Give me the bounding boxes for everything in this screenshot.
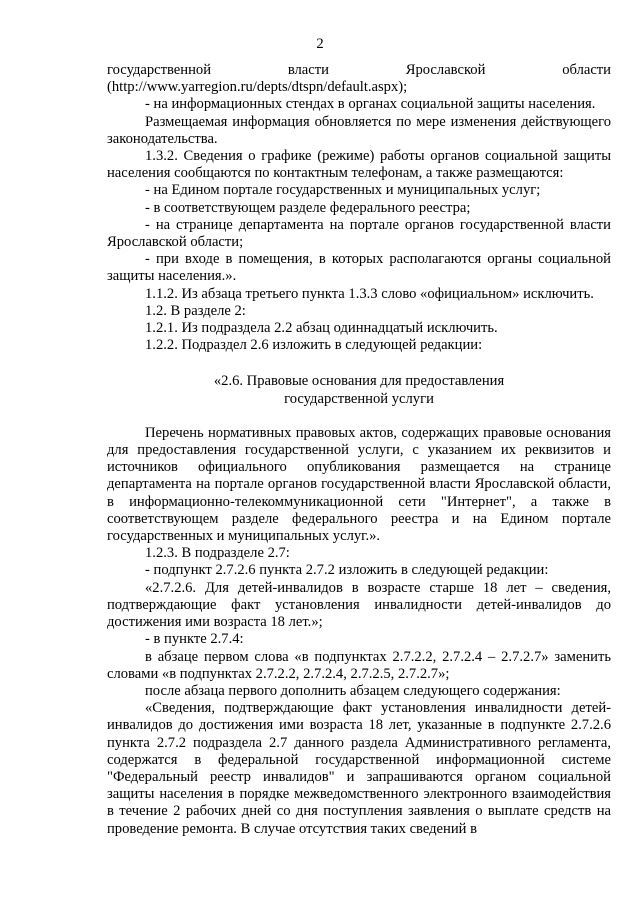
paragraph: 1.2. В разделе 2: <box>145 302 246 319</box>
paragraph: Размещаемая информация обновляется по мере изменения действующего законодательства. <box>107 113 611 147</box>
paragraph: государственной власти Ярославской области (http://www.yarregion.ru/depts/dtspn/default.aspx); <box>107 62 611 96</box>
document-body <box>107 62 611 838</box>
paragraph: - при входе в помещения, в которых располагаются органы социальной защиты населения.». <box>107 251 611 285</box>
paragraph: «2.7.2.6. Для детей-инвалидов в возрасте старше 18 лет – сведения, подтверждающие факт установления инвалидности детей-инвалидов до достижения ими возраста 18 лет.»; <box>107 579 611 631</box>
paragraph: 1.2.1. Из подраздела 2.2 абзац одиннадцатый исключить. <box>145 320 498 337</box>
paragraph: - на Едином портале государственных и муниципальных услуг; <box>145 182 541 199</box>
section-heading <box>107 373 611 407</box>
page-number: 2 <box>316 36 324 52</box>
spacer <box>107 408 611 425</box>
paragraph: - подпункт 2.7.2.6 пункта 2.7.2 изложить в следующей редакции: <box>145 562 549 579</box>
paragraph: Перечень нормативных правовых актов, содержащих правовые основания для предоставления государственной услуги, с указанием их реквизитов и источников официального опубликования размещается на странице департамента на портале органов государственной власти Ярославской области, в информационно-телекоммуникационной сети "Интернет", а также в соответствующем разделе федерального реестра и на Едином портале государственных и муниципальных услуг.». <box>107 424 611 545</box>
paragraph: - в пункте 2.7.4: <box>145 631 244 648</box>
paragraph: - на странице департамента на портале органов государственной власти Ярославской области; <box>107 216 611 251</box>
paragraph: после абзаца первого дополнить абзацем следующего содержания: <box>145 682 561 699</box>
paragraph: в абзаце первом слова «в подпунктах 2.7.2.2, 2.7.2.4 – 2.7.2.7» заменить словами «в подпунктах 2.7.2.2, 2.7.2.4, 2.7.2.5, 2.7.2.7»; <box>107 648 611 682</box>
paragraph: - в соответствующем разделе федерального реестра; <box>145 199 471 216</box>
paragraph: «Сведения, подтверждающие факт установления инвалидности детей-инвалидов до достижения ими возраста 18 лет, указанные в подпункте 2.7.2.6 пункта 2.7.2 подраздела 2.7 данного раздела Административного регламента, содержатся в федеральной государственной информационной системе "Федеральный реестр инвалидов" и запрашиваются органом социальной защиты населения в порядке межведомственного электронного взаимодействия в течение 2 рабочих дней со дня поступления заявления о выплате средств на проведение ремонта. В случае отсутствия таких сведений в <box>107 700 611 837</box>
paragraph: - на информационных стендах в органах социальной защиты населения. <box>145 96 596 113</box>
paragraph: 1.2.3. В подразделе 2.7: <box>145 545 290 562</box>
section-heading-text: «2.6. Правовые основания для предоставления государственной услуги <box>213 373 505 407</box>
paragraph: 1.1.2. Из абзаца третьего пункта 1.3.3 слово «официальном» исключить. <box>145 285 594 302</box>
paragraph: 1.2.2. Подраздел 2.6 изложить в следующей редакции: <box>145 337 483 354</box>
spacer <box>107 354 611 373</box>
paragraph: 1.3.2. Сведения о графике (режиме) работы органов социальной защиты населения сообщаются по контактным телефонам, а также размещаются: <box>107 148 611 182</box>
